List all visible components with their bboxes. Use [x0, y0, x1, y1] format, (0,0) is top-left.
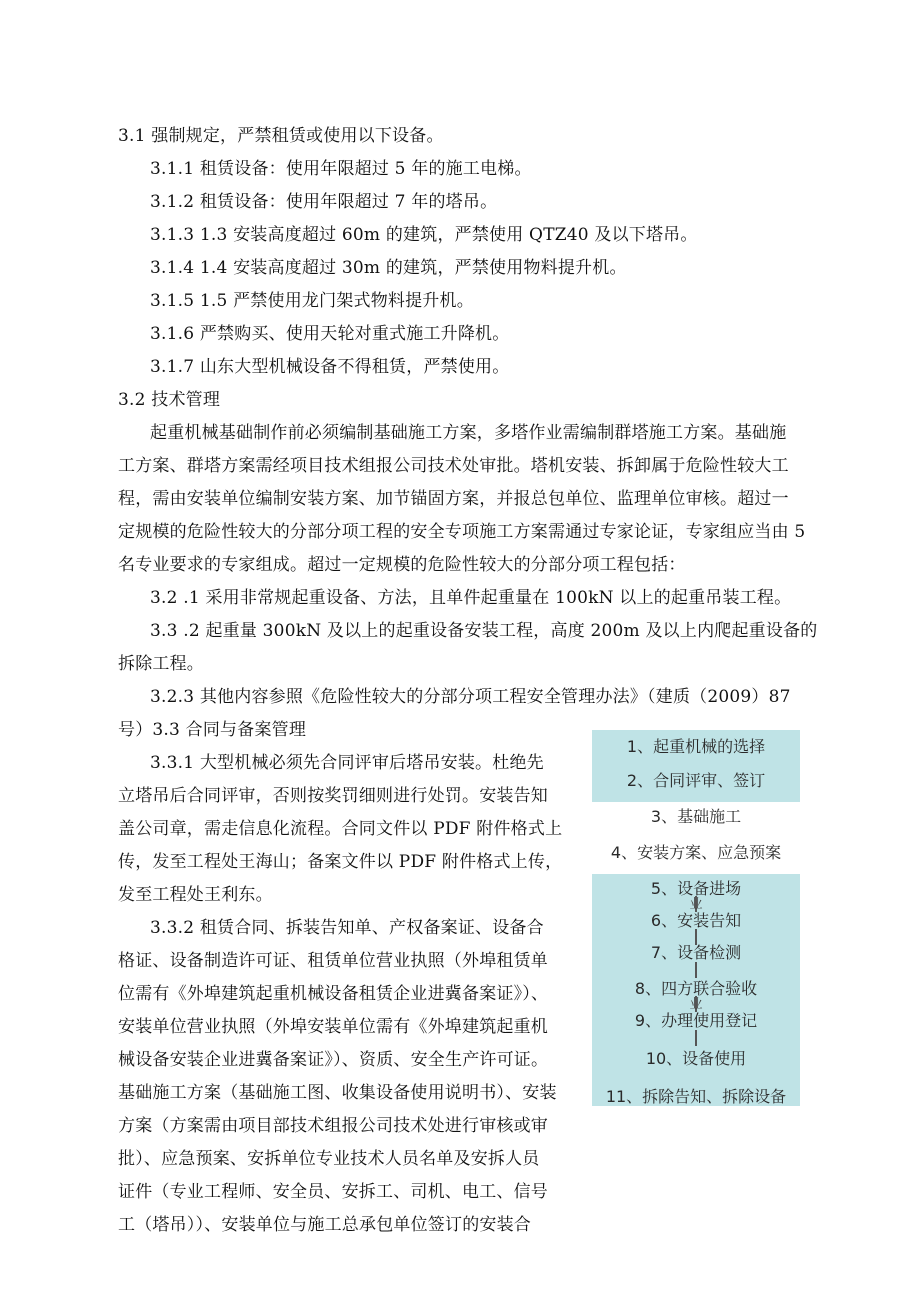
item-3-3-2-line-3: 位需有《外埠建筑起重机械设备租赁企业进冀备案证》）、: [118, 984, 549, 1004]
flow-step-6: 6、安装告知: [650, 911, 742, 930]
tech-paragraph-line-1: 起重机械基础制作前必须编制基础施工方案，多塔作业需编制群塔施工方案。基础施: [150, 423, 787, 443]
item-3-3-2-line-8: 批）、应急预案、安拆单位专业技术人员名单及安拆人员: [118, 1149, 540, 1169]
flow-step-10: 10、设备使用: [645, 1049, 747, 1068]
item-3-2-1: 3.2 .1 采用非常规起重设备、方法，且单件起重量在 100kN 以上的起重吊装工程。: [150, 588, 792, 608]
flow-step-3: 3、基础施工: [650, 807, 742, 826]
item-3-3-1-line-4: 传，发至工程处王海山；备案文件以 PDF 附件格式上传，: [118, 852, 563, 872]
flow-step-2: 2、合同评审、签订: [626, 771, 766, 790]
item-3-1-7: 3.1.7 山东大型机械设备不得租赁，严禁使用。: [150, 357, 510, 377]
flow-step-11: 11、拆除告知、拆除设备: [605, 1087, 787, 1106]
item-3-3-1-line-3: 盖公司章，需走信息化流程。合同文件以 PDF 附件格式上: [118, 819, 563, 839]
flow-step-4: 4、安装方案、应急预案: [610, 843, 782, 862]
flow-step-9: 9、办理使用登记: [634, 1011, 758, 1030]
item-3-1-3: 3.1.3 1.3 安装高度超过 60m 的建筑，严禁使用 QTZ40 及以下塔吊。: [150, 225, 698, 245]
item-3-3-2-line-10: 工（塔吊））、安装单位与施工总承包单位签订的安装合: [118, 1215, 531, 1235]
flow-step-8: 8、四方联合验收: [634, 979, 758, 998]
item-3-1-5: 3.1.5 1.5 严禁使用龙门架式物料提升机。: [150, 291, 474, 311]
machinery-process-flowchart: [590, 726, 802, 1116]
flow-connector: [695, 962, 697, 978]
item-3-2-3-line-2: 号）3.3 合同与备案管理: [118, 720, 307, 740]
item-3-3-2-line-4: 安装单位营业执照（外埠安装单位需有《外埠建筑起重机: [118, 1017, 548, 1037]
item-3-1-1: 3.1.1 租赁设备：使用年限超过 5 年的施工电梯。: [150, 159, 532, 179]
item-3-3-2-line-6: 基础施工方案（基础施工图、收集设备使用说明书）、安装: [118, 1083, 557, 1103]
item-3-3-2-line-5: 械设备安装企业进冀备案证》）、资质、安全生产许可证。: [118, 1050, 549, 1070]
tech-paragraph-line-3: 程，需由安装单位编制安装方案、加节锚固方案，并报总包单位、监理单位审核。超过一: [118, 489, 789, 509]
item-3-3-1-line-2: 立塔吊后合同评审，否则按奖罚细则进行处罚。安装告知: [118, 786, 548, 806]
flow-cut-label: 业: [689, 897, 703, 912]
item-3-1-2: 3.1.2 租赁设备：使用年限超过 7 年的塔吊。: [150, 192, 498, 212]
tech-paragraph-line-5: 名专业要求的专家组成。超过一定规模的危险性较大的分部分项工程包括：: [118, 555, 686, 575]
flow-cut-label: 业: [689, 997, 703, 1012]
flow-step-5: 5、设备进场: [650, 879, 742, 898]
item-3-3-2-line-7: 方案（方案需由项目部技术组报公司技术处进行审核或审: [118, 1116, 548, 1136]
flow-step-7: 7、设备检测: [650, 943, 742, 962]
tech-paragraph-line-2: 工方案、群塔方案需经项目技术组报公司技术处审批。塔机安装、拆卸属于危险性较大工: [118, 456, 789, 476]
item-3-3-2-line-1: 3.3.2 租赁合同、拆装告知单、产权备案证、设备合: [150, 918, 544, 938]
item-3-3-2-line-2: 格证、设备制造许可证、租赁单位营业执照（外埠租赁单: [118, 951, 548, 971]
flow-connector: [695, 1030, 697, 1046]
flow-step-1: 1、起重机械的选择: [626, 737, 766, 756]
tech-paragraph-line-4: 定规模的危险性较大的分部分项工程的安全专项施工方案需通过专家论证，专家组应当由 5: [118, 522, 806, 542]
item-3-3-1-line-5: 发至工程处王利东。: [118, 885, 273, 905]
item-3-3-2-line-9: 证件（专业工程师、安全员、安拆工、司机、电工、信号: [118, 1182, 548, 1202]
item-3-2-2-line-2: 拆除工程。: [118, 654, 204, 674]
item-3-1-6: 3.1.6 严禁购买、使用天轮对重式施工升降机。: [150, 324, 510, 344]
item-3-2-2-line-1: 3.3 .2 起重量 300kN 及以上的起重设备安装工程，高度 200m 及以上内爬起重设备的: [150, 621, 818, 641]
item-3-2-3-line-1: 3.2.3 其他内容参照《危险性较大的分部分项工程安全管理办法》（建质（2009）87: [150, 687, 791, 707]
section-3-2-title: 3.2 技术管理: [118, 390, 221, 410]
item-3-3-1-line-1: 3.3.1 大型机械必须先合同评审后塔吊安装。杜绝先: [150, 753, 544, 773]
item-3-1-4: 3.1.4 1.4 安装高度超过 30m 的建筑，严禁使用物料提升机。: [150, 258, 627, 278]
section-3-1-title: 3.1 强制规定，严禁租赁或使用以下设备。: [118, 126, 444, 146]
